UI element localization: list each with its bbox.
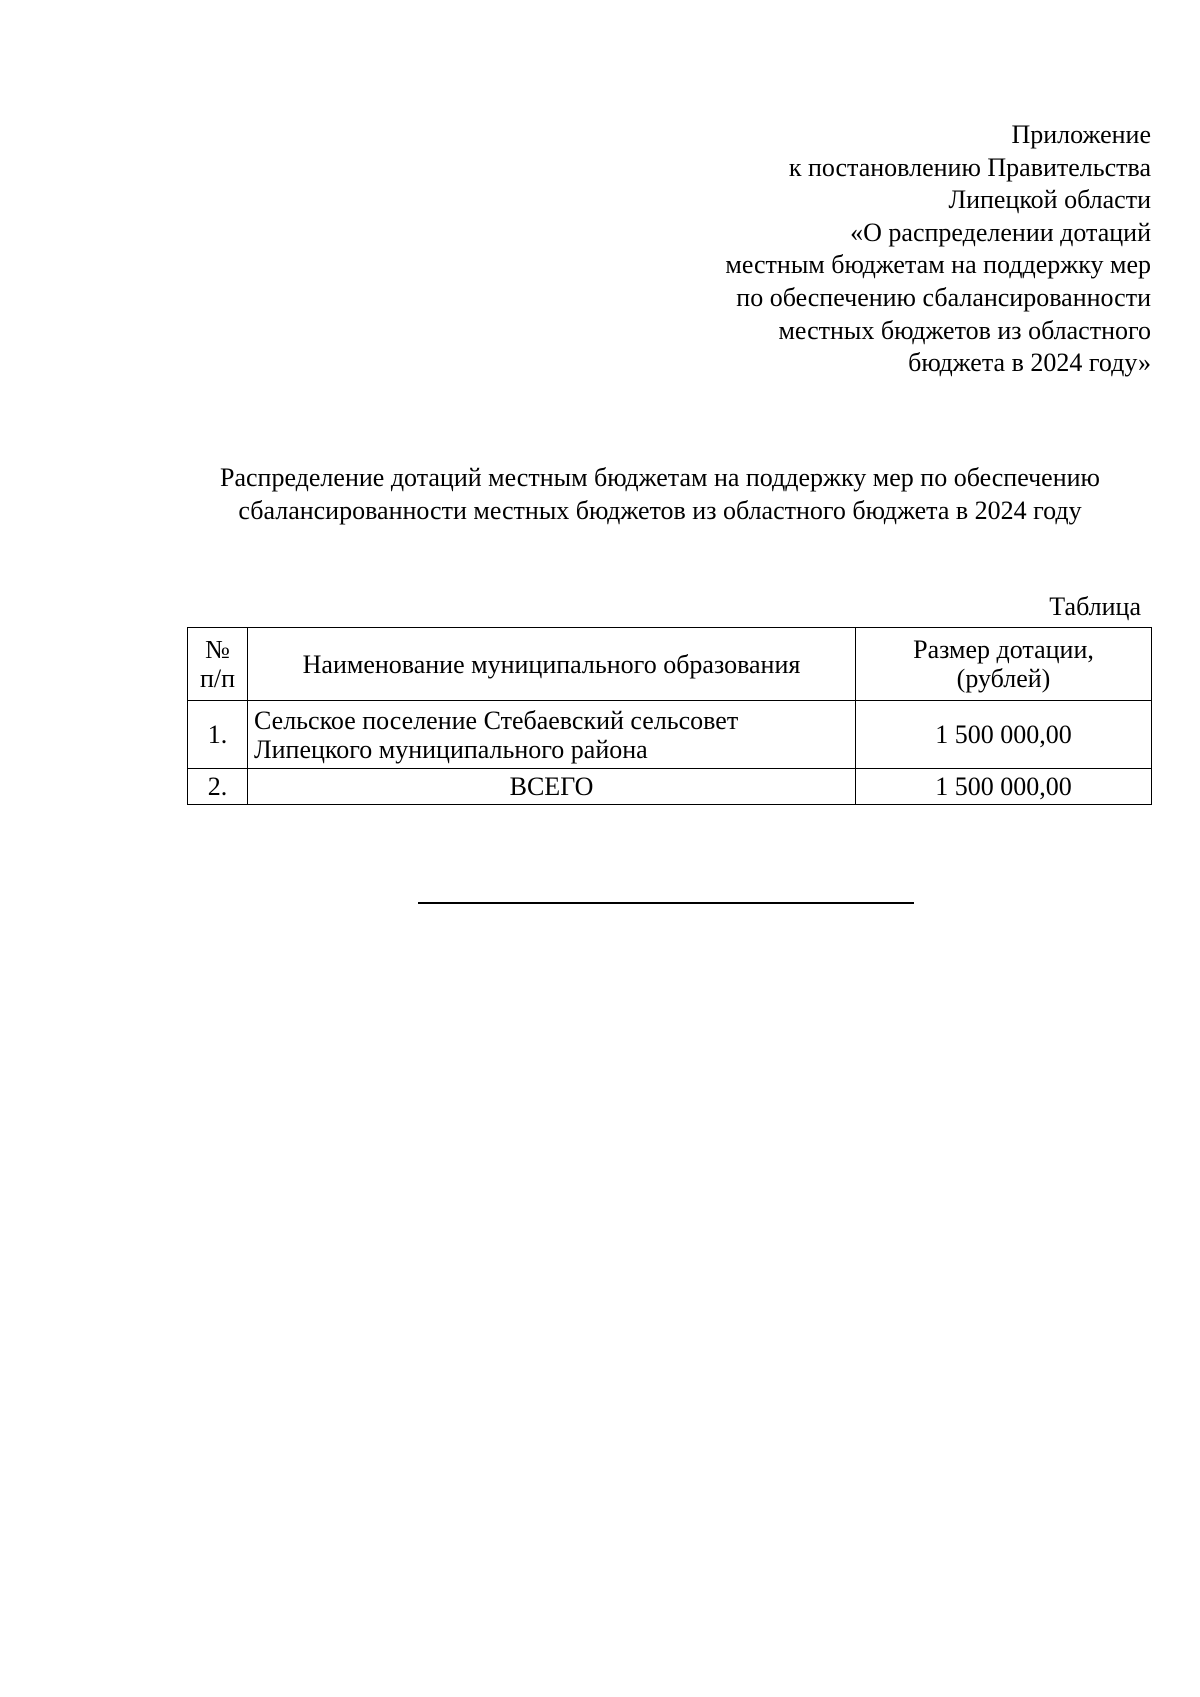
header-amount-line: Размер дотации, — [913, 635, 1094, 664]
appendix-header — [0, 119, 1200, 380]
grants-table — [187, 627, 1152, 805]
table-header-row — [188, 628, 1152, 701]
header-amount — [856, 628, 1152, 701]
table-row — [188, 701, 1152, 769]
header-name: Наименование муниципального образования — [248, 628, 856, 701]
row-amount: 1 500 000,00 — [856, 701, 1152, 769]
closing-rule — [418, 902, 914, 904]
row-name — [248, 769, 856, 805]
appendix-line: Липецкой области — [948, 185, 1151, 215]
appendix-line: «О распределении дотаций — [850, 217, 1151, 247]
row-name-line: Сельское поселение Стебаевский сельсовет — [254, 705, 739, 735]
header-amount-line: (рублей) — [956, 664, 1051, 693]
header-number-line: п/п — [199, 664, 236, 693]
table-row-total — [188, 769, 1152, 805]
row-number: 1. — [188, 701, 248, 769]
header-number — [188, 628, 248, 701]
table-caption: Таблица — [1049, 592, 1141, 621]
row-number: 2. — [188, 769, 248, 805]
appendix-line: местных бюджетов из областного — [778, 315, 1151, 345]
row-name — [248, 701, 856, 769]
row-amount: 1 500 000,00 — [856, 769, 1152, 805]
appendix-line: бюджета в 2024 году» — [908, 348, 1151, 378]
appendix-line: к постановлению Правительства — [788, 152, 1151, 182]
appendix-line: местным бюджетам на поддержку мер — [725, 250, 1151, 280]
document-title-line: Распределение дотаций местным бюджетам на поддержку мер по обеспечению — [220, 463, 1100, 492]
row-name-line: Липецкого муниципального района — [254, 734, 648, 764]
document-title-line: сбалансированности местных бюджетов из областного бюджета в 2024 году — [238, 496, 1082, 525]
row-name-line: ВСЕГО — [509, 772, 594, 801]
appendix-line: по обеспечению сбалансированности — [736, 282, 1151, 312]
appendix-line: Приложение — [1011, 120, 1151, 149]
document-title — [180, 461, 1140, 527]
header-number-line: № — [205, 635, 230, 664]
